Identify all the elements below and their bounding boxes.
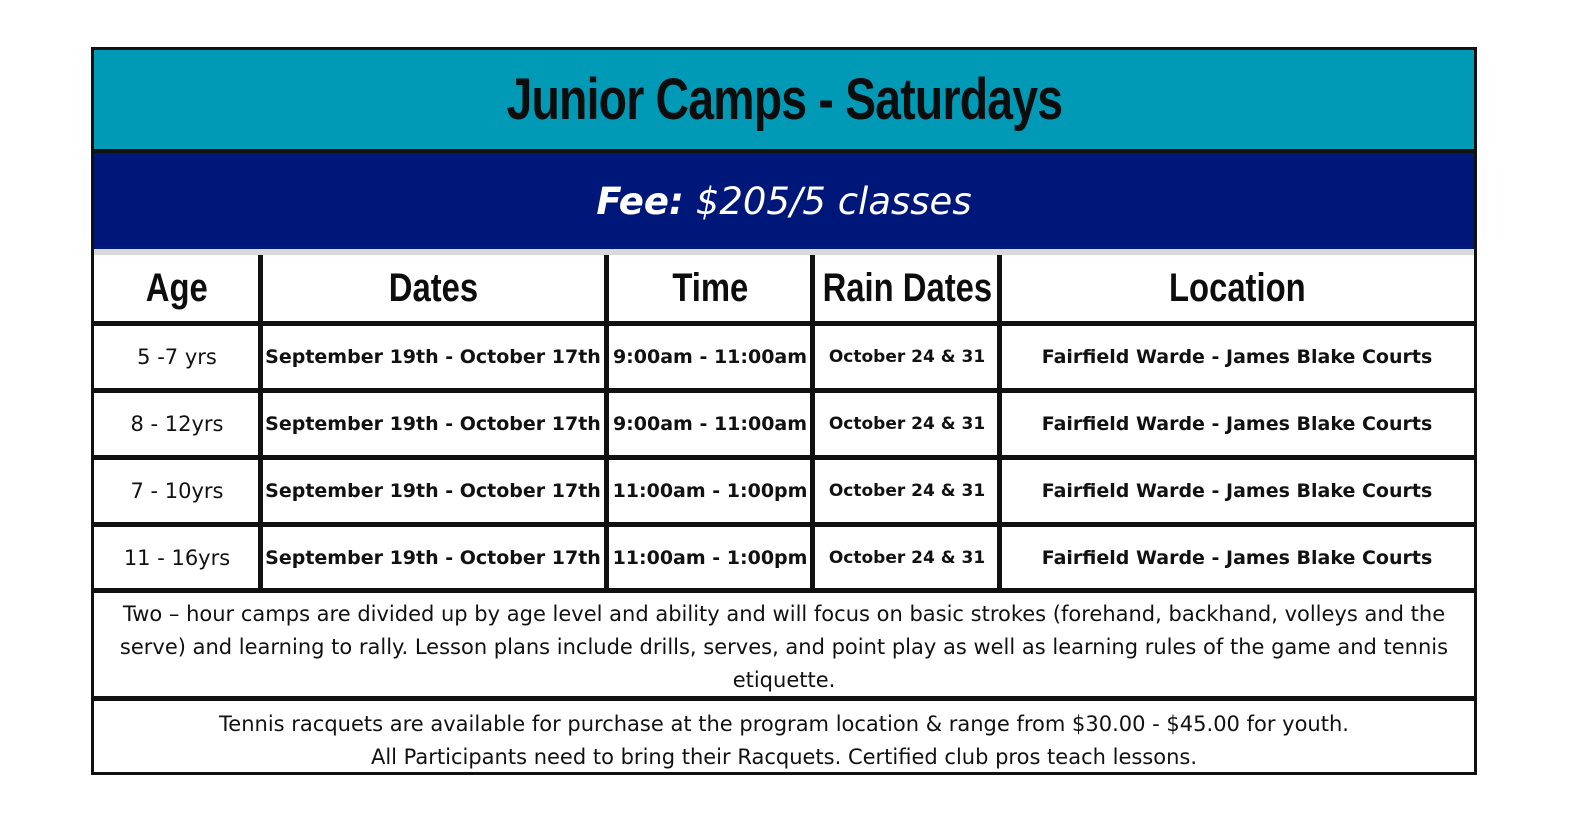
age-cell: 7 - 10yrs (130, 479, 224, 503)
column-divider (810, 255, 815, 593)
time-cell: 11:00am - 1:00pm (612, 480, 808, 502)
row-divider (94, 588, 1474, 593)
dates-cell: September 19th - October 17th (265, 480, 601, 502)
header-location: Location (1168, 265, 1306, 310)
header-time: Time (672, 265, 748, 310)
header-age: Age (146, 265, 208, 310)
rain-dates-cell: October 24 & 31 (828, 347, 986, 367)
dates-cell: September 19th - October 17th (265, 346, 601, 368)
racquets-note-line-1: Tennis racquets are available for purchase at the program location & range from $30.00 - $45.00 for youth. (219, 712, 1349, 736)
page-title: Junior Camps - Saturdays (506, 67, 1062, 132)
camp-schedule-card (91, 47, 1477, 775)
fee-value: $205/5 classes (695, 179, 972, 223)
rain-dates-cell: October 24 & 31 (828, 547, 986, 568)
location-cell: Fairfield Warde - James Blake Courts (1041, 346, 1433, 368)
age-cell: 8 - 12yrs (130, 412, 224, 436)
table-row (94, 393, 1474, 455)
column-divider (604, 255, 609, 593)
table-row (94, 326, 1474, 388)
title-band (94, 50, 1474, 149)
fee-band (94, 153, 1474, 249)
fee-label: Fee: (596, 179, 684, 223)
column-divider (997, 255, 1002, 593)
header-dates: Dates (388, 265, 478, 310)
age-cell: 11 - 16yrs (123, 545, 231, 570)
rain-dates-cell: October 24 & 31 (828, 481, 986, 501)
dates-cell: September 19th - October 17th (265, 413, 601, 435)
age-cell: 5 -7 yrs (137, 345, 217, 369)
dates-cell: September 19th - October 17th (265, 546, 601, 569)
header-rain-dates: Rain Dates (822, 265, 992, 310)
note-divider (94, 696, 1474, 701)
camp-description: Two – hour camps are divided up by age level and ability and will focus on basic strokes (forehand, backhand, volleys and the serve) and learning to rally. Lesson plans include drills, serves, and point play as well as learning rules of the game and tennis etiquette. (119, 602, 1449, 692)
table-row (94, 460, 1474, 522)
time-cell: 11:00am - 1:00pm (612, 546, 808, 569)
table-header-row (94, 255, 1474, 321)
table-row (94, 527, 1474, 588)
location-cell: Fairfield Warde - James Blake Courts (1041, 546, 1433, 569)
rain-dates-cell: October 24 & 31 (828, 414, 986, 434)
time-cell: 9:00am - 11:00am (612, 346, 808, 368)
time-cell: 9:00am - 11:00am (612, 413, 808, 435)
column-divider (258, 255, 263, 593)
location-cell: Fairfield Warde - James Blake Courts (1041, 413, 1433, 435)
racquets-note-line-2: All Participants need to bring their Racquets. Certified club pros teach lessons. (370, 745, 1198, 769)
racquets-note (94, 708, 1474, 774)
location-cell: Fairfield Warde - James Blake Courts (1041, 480, 1433, 502)
